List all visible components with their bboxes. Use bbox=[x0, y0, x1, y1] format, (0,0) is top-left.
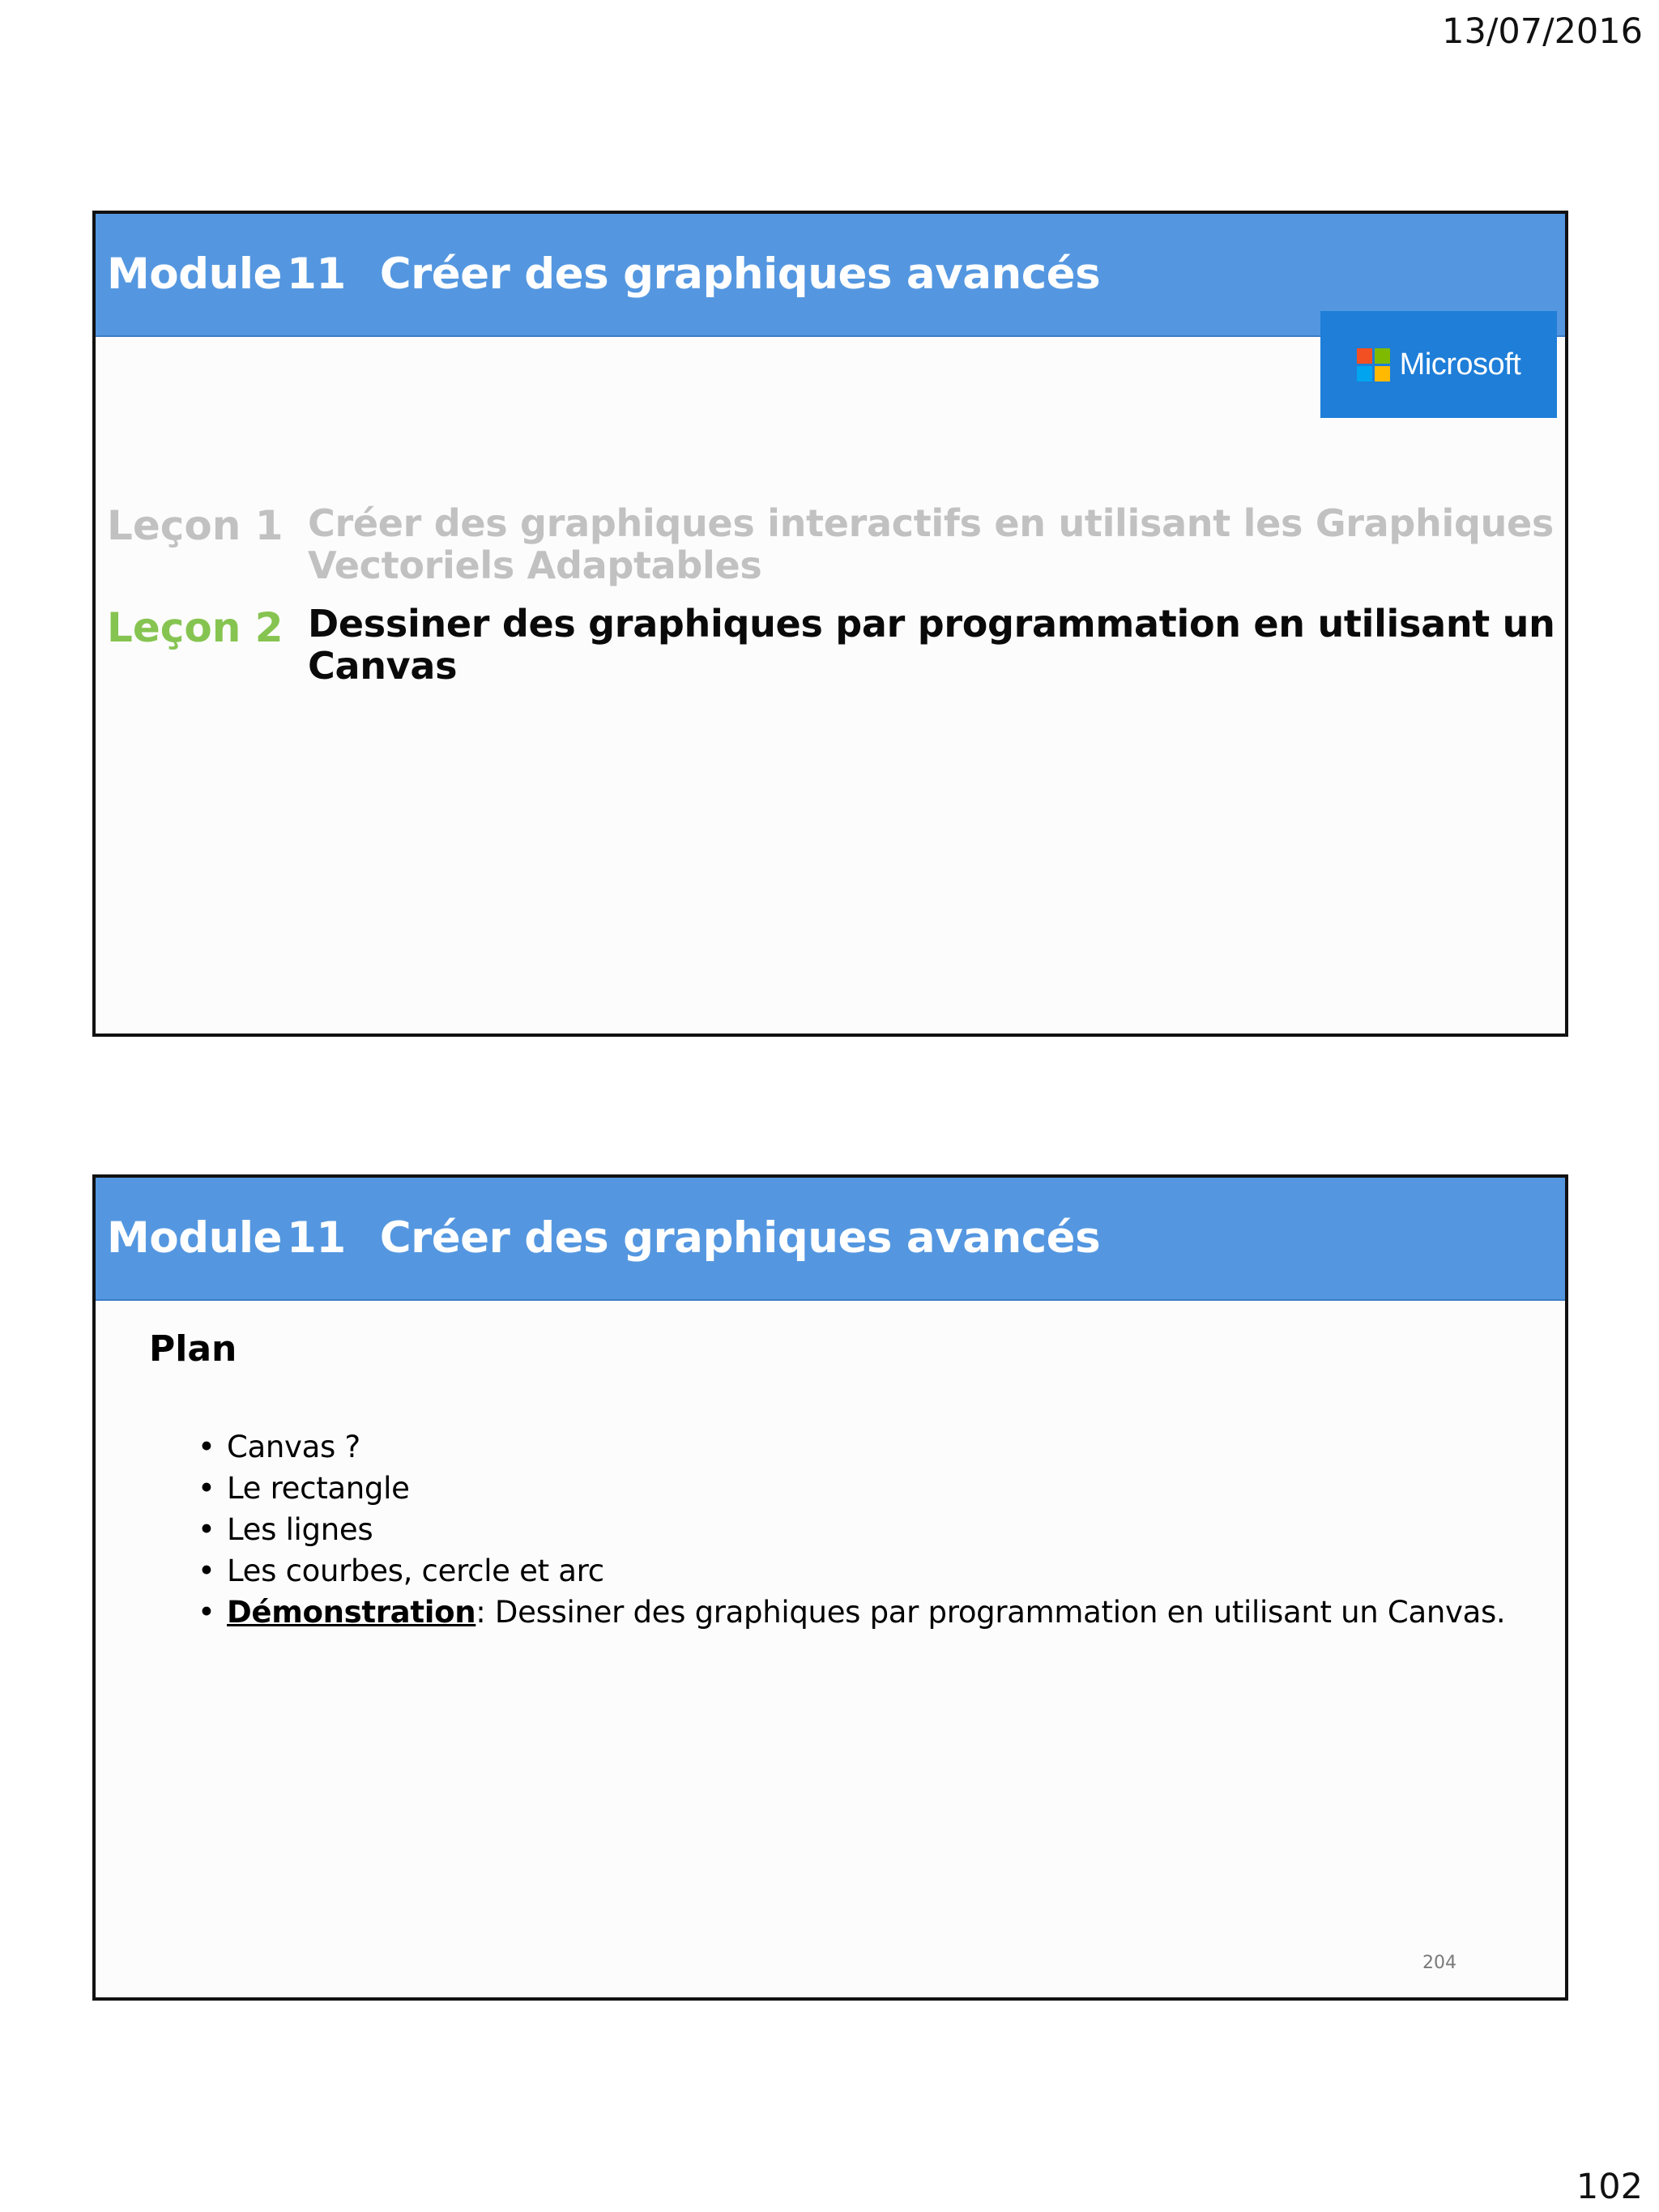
page-date: 13/07/2016 bbox=[1442, 11, 1643, 52]
microsoft-logo-icon bbox=[1320, 311, 1557, 418]
page-number: 102 bbox=[1576, 2167, 1643, 2207]
module-word: Module bbox=[107, 249, 282, 299]
outline-item: • Les lignes bbox=[201, 1509, 1505, 1550]
demo-text: : Dessiner des graphiques par programmation en utilisant un Canvas. bbox=[476, 1595, 1506, 1630]
lesson-title: Dessiner des graphiques par programmation en utilisant un Canvas bbox=[308, 602, 1555, 688]
lesson-label: Leçon 1 bbox=[107, 502, 284, 549]
slide-number: 204 bbox=[1422, 1953, 1456, 1973]
microsoft-logo-text: Microsoft bbox=[1399, 347, 1521, 381]
module-number: 11 bbox=[286, 1213, 346, 1263]
demo-label: Démonstration bbox=[227, 1595, 476, 1630]
module-title: Créer des graphiques avancés bbox=[379, 249, 1101, 299]
module-title: Créer des graphiques avancés bbox=[379, 1213, 1101, 1263]
module-number: 11 bbox=[286, 249, 346, 299]
lesson-label: Leçon 2 bbox=[107, 604, 284, 651]
microsoft-squares-icon bbox=[1357, 348, 1390, 381]
outline-item-demo bbox=[201, 1592, 1505, 1633]
slide-plan bbox=[92, 1174, 1568, 2001]
plan-outline bbox=[201, 1426, 1505, 1633]
outline-item: • Les courbes, cercle et arc bbox=[201, 1550, 1505, 1592]
slide-header bbox=[96, 1178, 1565, 1301]
slide-title bbox=[107, 249, 1100, 299]
lesson-title: Créer des graphiques interactifs en utilisant les Graphiques Vectoriels Adaptables bbox=[308, 501, 1555, 587]
outline-item: • Canvas ? bbox=[201, 1426, 1505, 1468]
module-word: Module bbox=[107, 1213, 282, 1263]
slide-module-overview bbox=[92, 211, 1568, 1037]
plan-heading: Plan bbox=[149, 1328, 237, 1370]
slide-title bbox=[107, 1213, 1100, 1263]
outline-item: • Le rectangle bbox=[201, 1468, 1505, 1509]
